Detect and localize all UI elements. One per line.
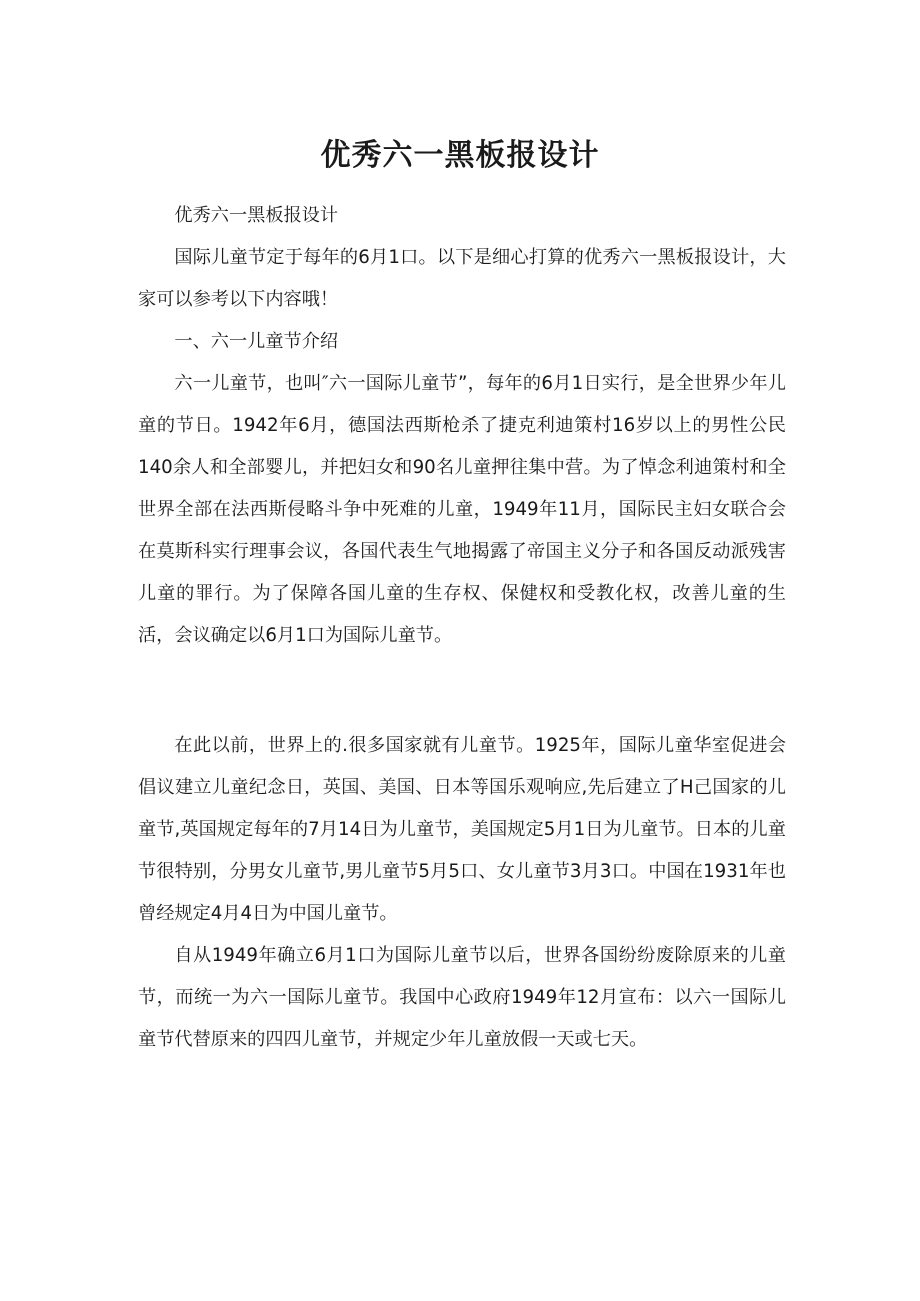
document-title: 优秀六一黑板报设计 [320,138,600,174]
paragraph-history: 六一儿童节，也叫″六一国际儿童节”，每年的6月1日实行，是全世界少年儿童的节日。1942年6月，德国法西斯枪杀了捷克利迪策村16岁以上的男性公民140余人和全部婴儿，并把妇女和90名儿童押往集中营。为了悼念利迪策村和全世界全部在法西斯侵略斗争中死难的儿童，1949年11月，国际民主妇女联合会在莫斯科实行理事会议，各国代表生气地揭露了帝国主义分子和各国反动派残害儿童的罪行。为了保障各国儿童的生存权、保健权和受教化权，改善儿童的生活，会议确定以6月1口为国际儿童节。 [138,373,786,646]
paragraph-intro: 国际儿童节定于每年的6月1口。以下是细心打算的优秀六一黑板报设计，大家可以参考以下内容哦！ [138,247,786,310]
paragraph-subtitle: 优秀六一黑板报设计 [174,205,339,226]
document-body [138,195,786,1061]
paragraph-china: 自从1949年确立6月1口为国际儿童节以后，世界各国纷纷废除原来的儿童节，而统一为六一国际儿童节。我国中心政府1949年12月宣布：以六一国际儿童节代替原来的四四儿童节，并规定少年儿童放假一天或七天。 [138,945,786,1050]
section-heading: 一、六一儿童节介绍 [174,331,339,352]
paragraph-other-countries: 在此以前，世界上的.很多国家就有儿童节。1925年，国际儿童华室促进会倡议建立儿童纪念日，英国、美国、日本等国乐观响应,先后建立了H己国家的儿童节,英国规定每年的7月14日为儿童节，美国规定5月1日为儿童节。日本的儿童节很特别，分男女儿童节,男儿童节5月5口、女儿童节3月3口。中国在1931年也曾经规定4月4日为中国儿童节。 [138,735,786,924]
